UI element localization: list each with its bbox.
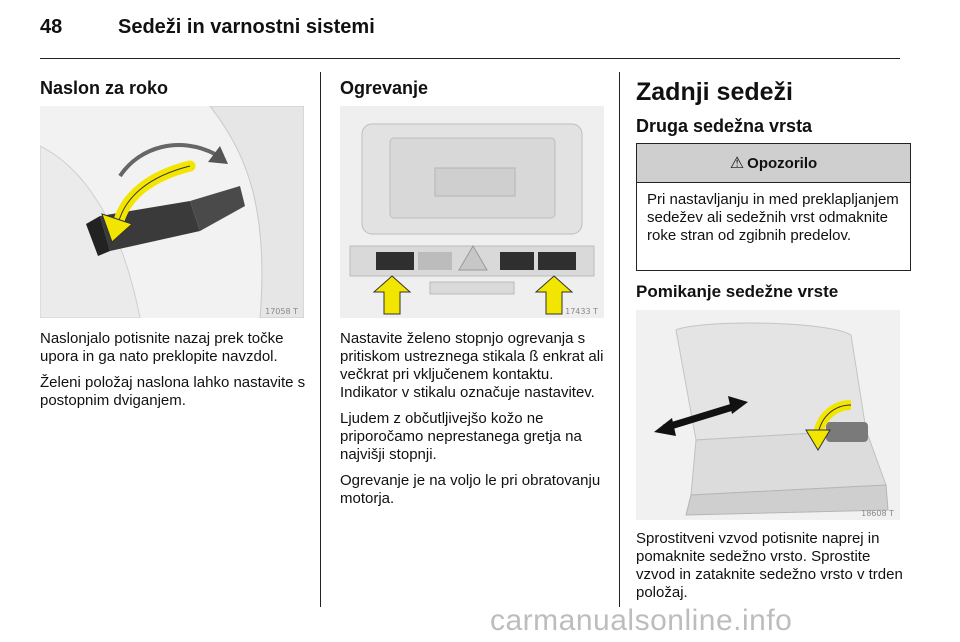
page-number: 48 — [40, 16, 63, 38]
warning-title: Opozorilo — [747, 154, 818, 172]
warning-text: Pri nastavljanju in med preklapljanjem sedežev ali sedežnih vrst odmaknite roke stran od zgibnih predelov. — [647, 191, 899, 244]
section-heading-armrest: Naslon za roko — [40, 78, 169, 98]
column-divider-2 — [619, 72, 620, 607]
figure-code: 18608 T — [861, 509, 894, 518]
section-heading-heating: Ogrevanje — [340, 78, 429, 98]
paragraph: Ogrevanje je na voljo le pri obratovanju motorja. — [340, 472, 601, 507]
heating-switch-illustration — [340, 106, 604, 318]
page-title: Sedeži in varnostni sistemi — [118, 16, 375, 38]
paragraph: Sprostitveni vzvod potisnite naprej in pomaknite sedežno vrsto. Sprostite vzvod in zataknite sedežno vrsto v trden položaj. — [636, 530, 903, 601]
paragraph: Naslonjalo potisnite nazaj prek točke upora in ga nato preklopite navzdol. — [40, 330, 284, 365]
armrest-text — [40, 330, 310, 418]
warning-triangle-icon: ⚠ — [729, 155, 745, 172]
section-heading-rear-seats: Zadnji sedeži — [636, 78, 793, 106]
column-divider-1 — [320, 72, 321, 607]
subheading-moving-row: Pomikanje sedežne vrste — [636, 282, 839, 301]
figure-code: 17433 T — [565, 307, 598, 316]
warning-box — [636, 143, 911, 271]
paragraph: Nastavite želeno stopnjo ogrevanja s pritiskom ustreznega stikala ß enkrat ali večkrat pri vključenem kontaktu. Indikator v stikalu označuje nastavitev. — [340, 330, 604, 401]
header-rule — [40, 58, 900, 59]
heating-text — [340, 330, 606, 516]
paragraph: Želeni položaj naslona lahko nastavite s postopnim dviganjem. — [40, 374, 306, 409]
seat-row-drawing — [636, 310, 900, 520]
armrest-drawing — [40, 106, 304, 318]
seat-row-text — [636, 530, 906, 610]
figure-code: 17058 T — [265, 307, 298, 316]
heating-drawing — [340, 106, 604, 318]
paragraph: Ljudem z občutljivejšo kožo ne priporočamo neprestanega gretja na najvišji stopnji. — [340, 410, 582, 463]
warning-header — [637, 144, 910, 183]
seat-row-illustration — [636, 310, 900, 520]
watermark: carmanualsonline.info — [490, 604, 793, 637]
subheading-second-row: Druga sedežna vrsta — [636, 116, 813, 136]
armrest-illustration — [40, 106, 304, 318]
